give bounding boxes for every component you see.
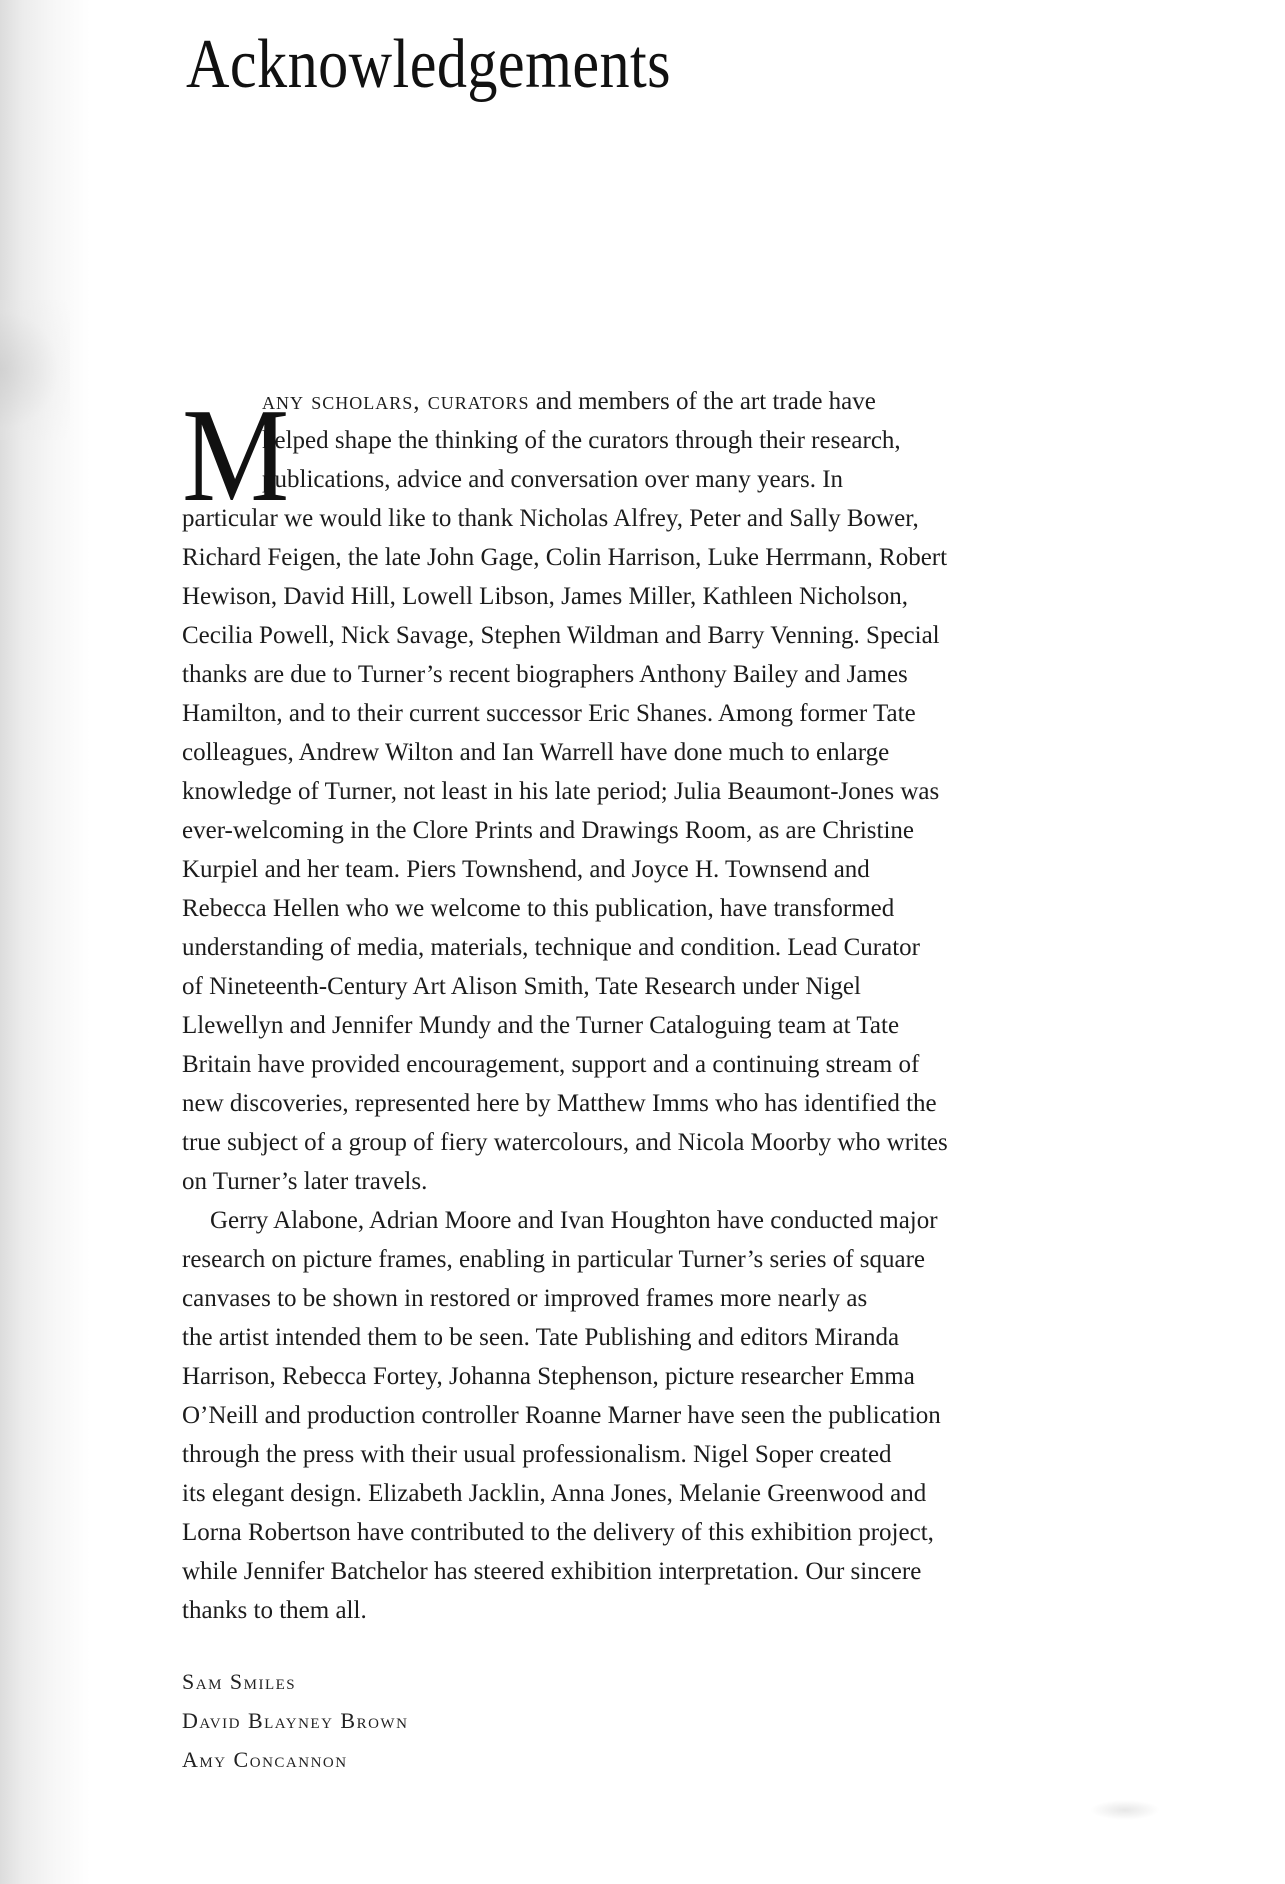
text-line: research on picture frames, enabling in particular Turner’s series of square (182, 1246, 926, 1273)
signatory-name: Sam Smiles (182, 1669, 297, 1694)
paragraph-2 (182, 1201, 1102, 1630)
text-line: ever-welcoming in the Clore Prints and Drawings Room, as are Christine (182, 817, 914, 844)
text-line: Cecilia Powell, Nick Savage, Stephen Wildman and Barry Venning. Special (182, 622, 940, 649)
text-line: on Turner’s later travels. (182, 1168, 428, 1195)
text-line: of Nineteenth-Century Art Alison Smith, Tate Research under Nigel (182, 973, 861, 1000)
text-line: Harrison, Rebecca Fortey, Johanna Stephenson, picture researcher Emma (182, 1363, 915, 1390)
page-gutter-shadow (0, 0, 90, 1884)
text-line: helped shape the thinking of the curators through their research, (262, 427, 901, 454)
text-line: O’Neill and production controller Roanne Marner have seen the publication (182, 1402, 941, 1429)
text-line: publications, advice and conversation over many years. In (262, 466, 844, 493)
text-line: knowledge of Turner, not least in his late period; Julia Beaumont-Jones was (182, 778, 940, 805)
text-line: any scholars, curators and members of the art trade have (262, 388, 876, 415)
signatory-name: Amy Concannon (182, 1747, 348, 1772)
scan-smudge (1090, 1800, 1160, 1820)
text-line: canvases to be shown in restored or improved frames more nearly as (182, 1285, 868, 1312)
text-line: Hamilton, and to their current successor Eric Shanes. Among former Tate (182, 700, 916, 727)
text-line: its elegant design. Elizabeth Jacklin, Anna Jones, Melanie Greenwood and (182, 1480, 927, 1507)
drop-cap: M (182, 381, 290, 529)
text-line: particular we would like to thank Nicholas Alfrey, Peter and Sally Bower, (182, 505, 919, 532)
text-line: while Jennifer Batchelor has steered exhibition interpretation. Our sincere (182, 1558, 922, 1585)
signatory-name: David Blayney Brown (182, 1708, 409, 1733)
text-line: understanding of media, materials, technique and condition. Lead Curator (182, 934, 920, 961)
paragraph-1 (182, 382, 1102, 1201)
text-line: thanks to them all. (182, 1597, 367, 1624)
text-line: Hewison, David Hill, Lowell Libson, James Miller, Kathleen Nicholson, (182, 583, 908, 610)
signatories (182, 1662, 408, 1779)
smallcaps-lead: any scholars, curators (262, 388, 530, 415)
text-line: through the press with their usual professionalism. Nigel Soper created (182, 1441, 892, 1468)
text-line: colleagues, Andrew Wilton and Ian Warrell have done much to enlarge (182, 739, 890, 766)
text-line: Gerry Alabone, Adrian Moore and Ivan Houghton have conducted major (210, 1207, 938, 1234)
acknowledgements-body (182, 382, 1102, 1630)
text-line: Richard Feigen, the late John Gage, Colin Harrison, Luke Herrmann, Robert (182, 544, 948, 571)
text-line: new discoveries, represented here by Matthew Imms who has identified the (182, 1090, 937, 1117)
text-line: Llewellyn and Jennifer Mundy and the Turner Cataloguing team at Tate (182, 1012, 900, 1039)
text-line: Britain have provided encouragement, support and a continuing stream of (182, 1051, 920, 1078)
page-title: Acknowledgements (186, 26, 672, 103)
text-line: Lorna Robertson have contributed to the delivery of this exhibition project, (182, 1519, 934, 1546)
page-gutter-shadow-spot (0, 300, 70, 440)
text-line: Rebecca Hellen who we welcome to this publication, have transformed (182, 895, 895, 922)
text-line: true subject of a group of fiery watercolours, and Nicola Moorby who writes (182, 1129, 948, 1156)
text-line: thanks are due to Turner’s recent biographers Anthony Bailey and James (182, 661, 908, 688)
text-line: Kurpiel and her team. Piers Townshend, and Joyce H. Townsend and (182, 856, 870, 883)
text-line: the artist intended them to be seen. Tate Publishing and editors Miranda (182, 1324, 900, 1351)
